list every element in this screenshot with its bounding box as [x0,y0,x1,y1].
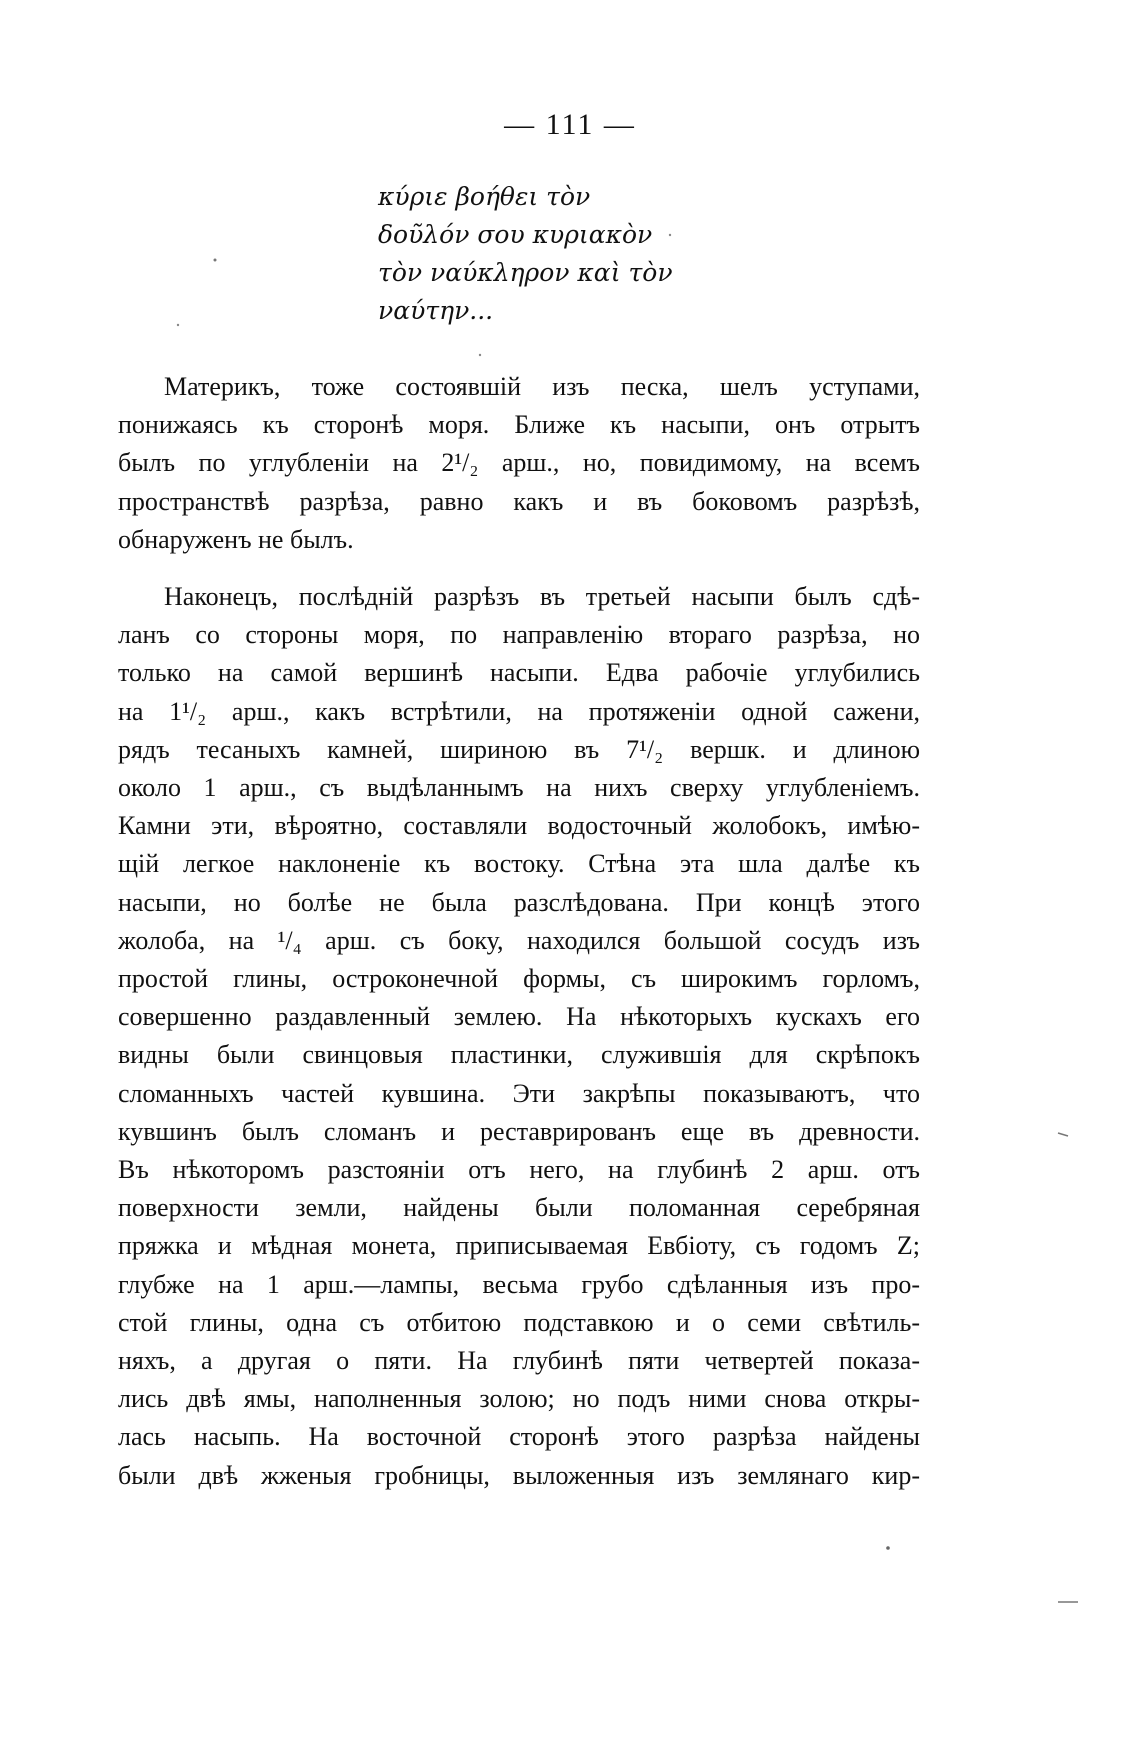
text-line: поверхности земли, найдены были поломанная серебряная [118,1193,920,1223]
text-line: пряжка и мѣдная монета, приписываемая Евбіоту, съ годомъ Z; [118,1231,920,1261]
speck [479,354,481,356]
text-line: лись двѣ ямы, наполненныя золою; но подъ ними снова откры- [118,1384,920,1414]
text-line: Наконецъ, послѣдній разрѣзъ въ третьей насыпи былъ сдѣ- [164,582,920,612]
text-line: около 1 арш., съ выдѣланнымъ на нихъ сверху углубленіемъ. [118,773,920,803]
text-line: ланъ со стороны моря, по направленію втораго разрѣза, но [118,620,920,650]
text-line: глубже на 1 арш.—лампы, весьма грубо сдѣланныя изъ про- [118,1269,920,1299]
text-line: были двѣ жженыя гробницы, выложенныя изъ землянаго кир- [118,1460,920,1490]
speck [1058,1133,1068,1136]
body-text [118,368,920,1495]
speck [177,324,179,326]
text-line: Въ нѣкоторомъ разстояніи отъ него, на глубинѣ 2 арш. отъ [118,1155,920,1185]
text-line: совершенно раздавленный землею. На нѣкоторыхъ кускахъ его [118,1002,920,1032]
paragraph-2 [118,578,920,1495]
text-line: Материкъ, тоже состоявшій изъ песка, шелъ уступами, [164,372,920,401]
text-line: понижаясь къ сторонѣ моря. Ближе къ насыпи, онъ отрытъ [118,410,920,440]
text-line: былъ по углубленіи на 2¹/₂ арш., но, повидимому, на всемъ [118,448,920,478]
page-number: — 111 — [504,108,636,141]
text-line: стой глины, одна съ отбитою подставкою и о семи свѣтиль- [118,1307,920,1337]
text-line: жолоба, на ¹/₄ арш. съ боку, находился большой сосудъ изъ [118,925,920,955]
text-line: насыпи, но болѣе не была разслѣдована. При концѣ этого [118,887,920,917]
paragraph-1 [118,368,920,559]
text-line: лась насыпь. На восточной сторонѣ этого разрѣза найдены [118,1422,920,1452]
text-line: няхъ, а другая о пяти. На глубинѣ пяти четвертей показа- [118,1346,920,1376]
greek-line: κύριε βοήθει τὸν [378,182,591,211]
text-line: на 1¹/₂ арш., какъ встрѣтили, на протяженіи одной сажени, [118,696,920,726]
paragraph-gap [118,559,920,578]
greek-inscription [378,178,838,330]
greek-line: ναύτην... [378,296,494,325]
text-line: простой глины, остроконечной формы, съ широкимъ горломъ, [118,964,920,994]
speck [214,259,217,262]
text-line: обнаруженъ не былъ. [118,524,354,554]
greek-line: δοῦλόν σου κυριακὸν [378,220,653,249]
speck [886,1546,890,1550]
text-line: щій легкое наклоненіе къ востоку. Стѣна эта шла далѣе къ [118,849,920,879]
text-line: сломанныхъ частей кувшина. Эти закрѣпы показываютъ, что [118,1078,920,1108]
greek-line: τὸν ναύκληρον καὶ τὸν [378,258,673,287]
text-line: видны были свинцовыя пластинки, служившія для скрѣпокъ [118,1040,920,1070]
text-line: пространствѣ разрѣза, равно какъ и въ боковомъ разрѣзѣ, [118,486,920,516]
text-line: кувшинъ былъ сломанъ и реставрированъ еще въ древности. [118,1116,920,1146]
text-line: рядъ тесаныхъ камней, шириною въ 7¹/₂ вершк. и длиною [118,734,920,764]
text-line: Камни эти, вѣроятно, составляли водосточный жолобокъ, имѣю- [118,811,920,841]
text-line: только на самой вершинѣ насыпи. Едва рабочіе углубились [118,658,920,688]
